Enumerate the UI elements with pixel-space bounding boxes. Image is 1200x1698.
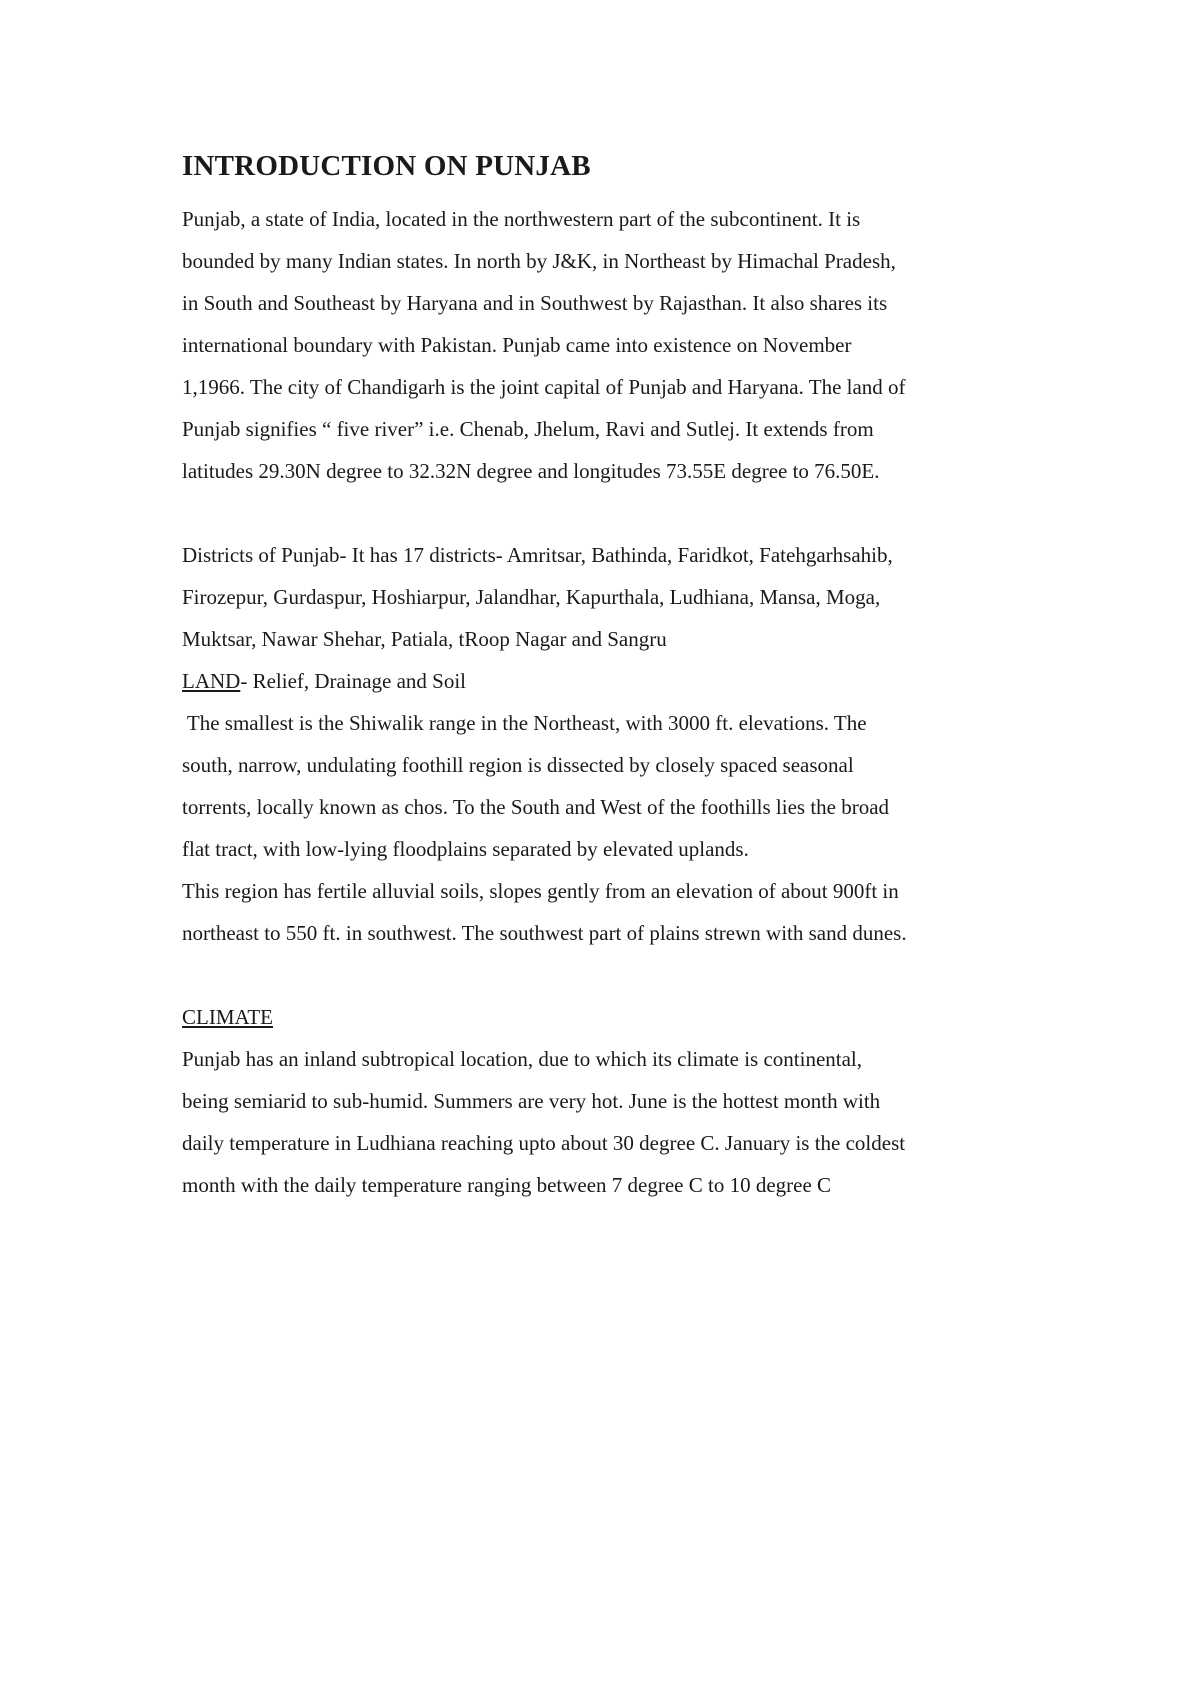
paragraph-spacer [182,954,1042,996]
text-line: bounded by many Indian states. In north by J&K, in Northeast by Himachal Pradesh, [182,249,896,273]
text-line: Firozepur, Gurdaspur, Hoshiarpur, Jalandhar, Kapurthala, Ludhiana, Mansa, Moga, [182,585,881,609]
text-line: 1,1966. The city of Chandigarh is the joint capital of Punjab and Haryana. The land of [182,375,906,399]
text-line: northeast to 550 ft. in southwest. The southwest part of plains strewn with sand dunes. [182,921,907,945]
text-line: south, narrow, undulating foothill region is dissected by closely spaced seasonal [182,753,854,777]
text-line: Muktsar, Nawar Shehar, Patiala, tRoop Nagar and Sangru [182,627,667,651]
land-heading [182,660,1042,702]
climate-paragraph [182,1038,1042,1206]
land-heading-underlined: LAND [182,669,241,693]
text-line: Punjab signifies “ five river” i.e. Chenab, Jhelum, Ravi and Sutlej. It extends from [182,417,874,441]
text-line: torrents, locally known as chos. To the South and West of the foothills lies the broad [182,795,890,819]
text-line: Districts of Punjab- It has 17 districts- Amritsar, Bathinda, Faridkot, Fatehgarhsahib, [182,543,893,567]
text-line: This region has fertile alluvial soils, slopes gently from an elevation of about 900ft in [182,879,899,903]
land-paragraph [182,702,1042,954]
text-line: latitudes 29.30N degree to 32.32N degree and longitudes 73.55E degree to 76.50E. [182,459,880,483]
intro-paragraph [182,198,1042,492]
text-line: The smallest is the Shiwalik range in the Northeast, with 3000 ft. elevations. The [182,711,867,735]
text-line: daily temperature in Ludhiana reaching upto about 30 degree C. January is the coldest [182,1131,906,1155]
document-body [182,148,1042,1206]
text-line: flat tract, with low-lying floodplains separated by elevated uplands. [182,837,749,861]
paragraph-spacer [182,492,1042,534]
text-line: Punjab has an inland subtropical location, due to which its climate is continental, [182,1047,863,1071]
text-line: in South and Southeast by Haryana and in Southwest by Rajasthan. It also shares its [182,291,888,315]
document-title: INTRODUCTION ON PUNJAB [182,150,591,182]
land-heading-rest: - Relief, Drainage and Soil [240,669,467,693]
text-line: month with the daily temperature ranging between 7 degree C to 10 degree C [182,1173,832,1197]
districts-paragraph [182,534,1042,660]
climate-heading: CLIMATE [182,1005,273,1029]
text-line: being semiarid to sub-humid. Summers are very hot. June is the hottest month with [182,1089,881,1113]
text-line: Punjab, a state of India, located in the northwestern part of the subcontinent. It is [182,207,861,231]
text-line: international boundary with Pakistan. Punjab came into existence on November [182,333,852,357]
